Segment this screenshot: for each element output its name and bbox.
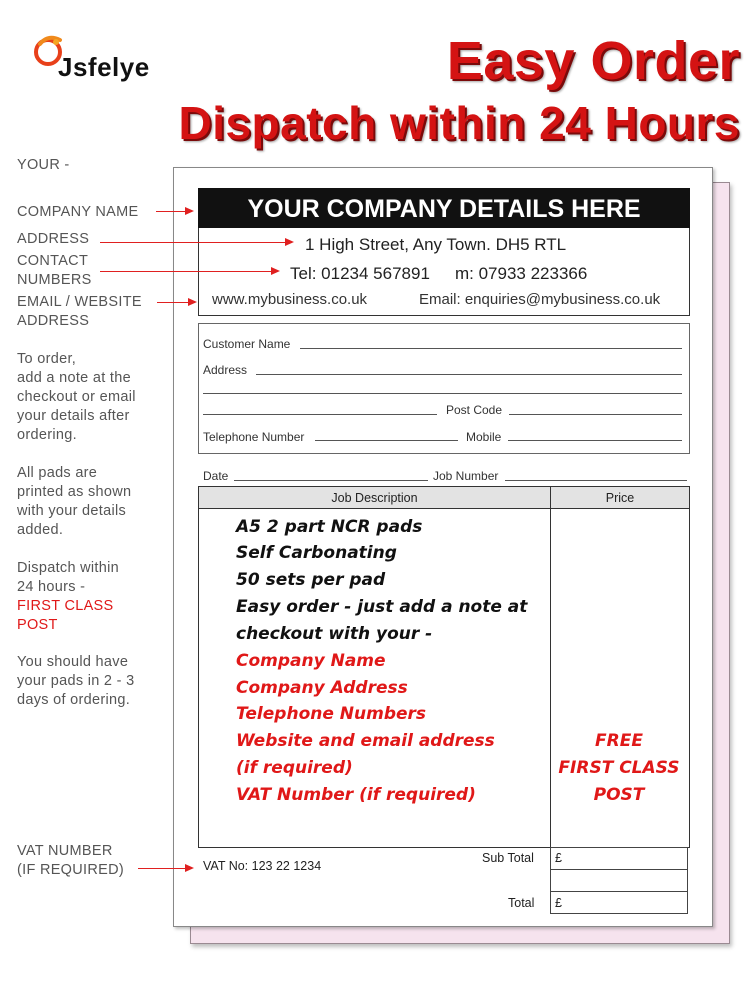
side-note-dispatch-2: 24 hours - [17,579,86,595]
address-line-3 [203,414,437,415]
arrow-address [100,242,292,243]
job-number-label: Job Number [433,469,499,483]
side-note-pads-4: added. [17,522,64,538]
company-tel: Tel: 01234 567891 [290,264,430,283]
hand-red-if-required: (if required) [236,758,353,778]
side-note-arrive-3: days of ordering. [17,692,131,708]
vat-number-text: VAT No: 123 22 1234 [203,859,322,873]
side-label-email-address: ADDRESS [17,313,90,329]
post-code-label: Post Code [446,403,503,417]
headline-easy-order: Easy Order [446,31,740,91]
job-number-line [505,480,687,481]
side-label-email-website: EMAIL / WEBSITE [17,294,142,310]
side-note-pads-2: printed as shown [17,484,132,500]
address-line-2 [203,393,682,394]
side-label-address: ADDRESS [17,231,90,247]
side-note-order-5: ordering. [17,427,77,443]
arrow-vat [138,868,192,869]
hand-red-vat: VAT Number (if required) [236,785,476,805]
company-email: Email: enquiries@mybusiness.co.uk [419,291,661,308]
arrow-email-website [157,302,195,303]
post-code-line [509,414,682,415]
vat-total-box [550,869,688,892]
address-label: Address [203,363,248,377]
company-mobile: m: 07933 223366 [455,264,588,283]
side-note-arrive-2: your pads in 2 - 3 [17,673,135,689]
address-line-1 [256,374,682,375]
hand-line-sets: 50 sets per pad [236,570,386,590]
side-note-pads-3: with your details [17,503,127,519]
telephone-line [315,440,458,441]
side-label-numbers: NUMBERS [17,272,92,288]
side-note-pads-1: All pads are [17,465,98,481]
total-box [550,891,688,914]
brand-name: Jsfelye [58,52,150,82]
side-note-order-3: checkout or email [17,389,136,405]
customer-name-line [300,348,682,349]
mobile-label: Mobile [466,430,502,444]
side-note-order-2: add a note at the [17,370,131,386]
side-label-vat-number: VAT NUMBER [17,843,113,859]
hand-line-checkout: checkout with your - [236,624,433,644]
total-label: Total [508,896,535,910]
hand-line-carbonating: Self Carbonating [236,543,397,563]
price-header: Price [605,491,635,505]
hand-red-company-address: Company Address [236,678,408,698]
date-label: Date [203,469,229,483]
first-class-text: FIRST CLASS [558,758,680,778]
company-address: 1 High Street, Any Town. DH5 RTL [305,235,567,254]
side-note-order-1: To order, [17,351,77,367]
side-note-dispatch-1: Dispatch within [17,560,120,576]
mobile-line [508,440,682,441]
sub-total-box [550,847,688,870]
arrow-contact [100,271,278,272]
date-line [234,480,428,481]
hand-red-website-email: Website and email address [236,731,495,751]
company-website: www.mybusiness.co.uk [212,291,368,308]
job-description-header: Job Description [331,491,418,505]
company-details-title: YOUR COMPANY DETAILS HERE [198,188,690,228]
side-note-arrive-1: You should have [17,654,129,670]
side-label-company-name: COMPANY NAME [17,204,139,220]
arrow-company-name [156,211,192,212]
side-note-order-4: your details after [17,408,130,424]
side-label-contact: CONTACT [17,253,89,269]
telephone-label: Telephone Number [203,430,305,444]
sub-total-label: Sub Total [482,851,534,865]
post-text: POST [593,785,645,805]
sub-total-currency: £ [555,851,562,865]
hand-line-easy-order: Easy order - just add a note at [236,597,528,617]
side-note-post: POST [17,617,58,633]
free-text: FREE [595,731,643,751]
customer-name-label: Customer Name [203,337,291,351]
side-label-your: YOUR - [17,157,70,173]
hand-red-company-name: Company Name [236,651,386,671]
side-label-if-required: (IF REQUIRED) [17,862,125,878]
hand-red-telephone: Telephone Numbers [236,704,427,724]
hand-line-pads: A5 2 part NCR pads [236,517,423,537]
side-note-first-class: FIRST CLASS [17,598,114,614]
headline-dispatch: Dispatch within 24 Hours [178,97,740,149]
total-currency: £ [555,896,562,910]
